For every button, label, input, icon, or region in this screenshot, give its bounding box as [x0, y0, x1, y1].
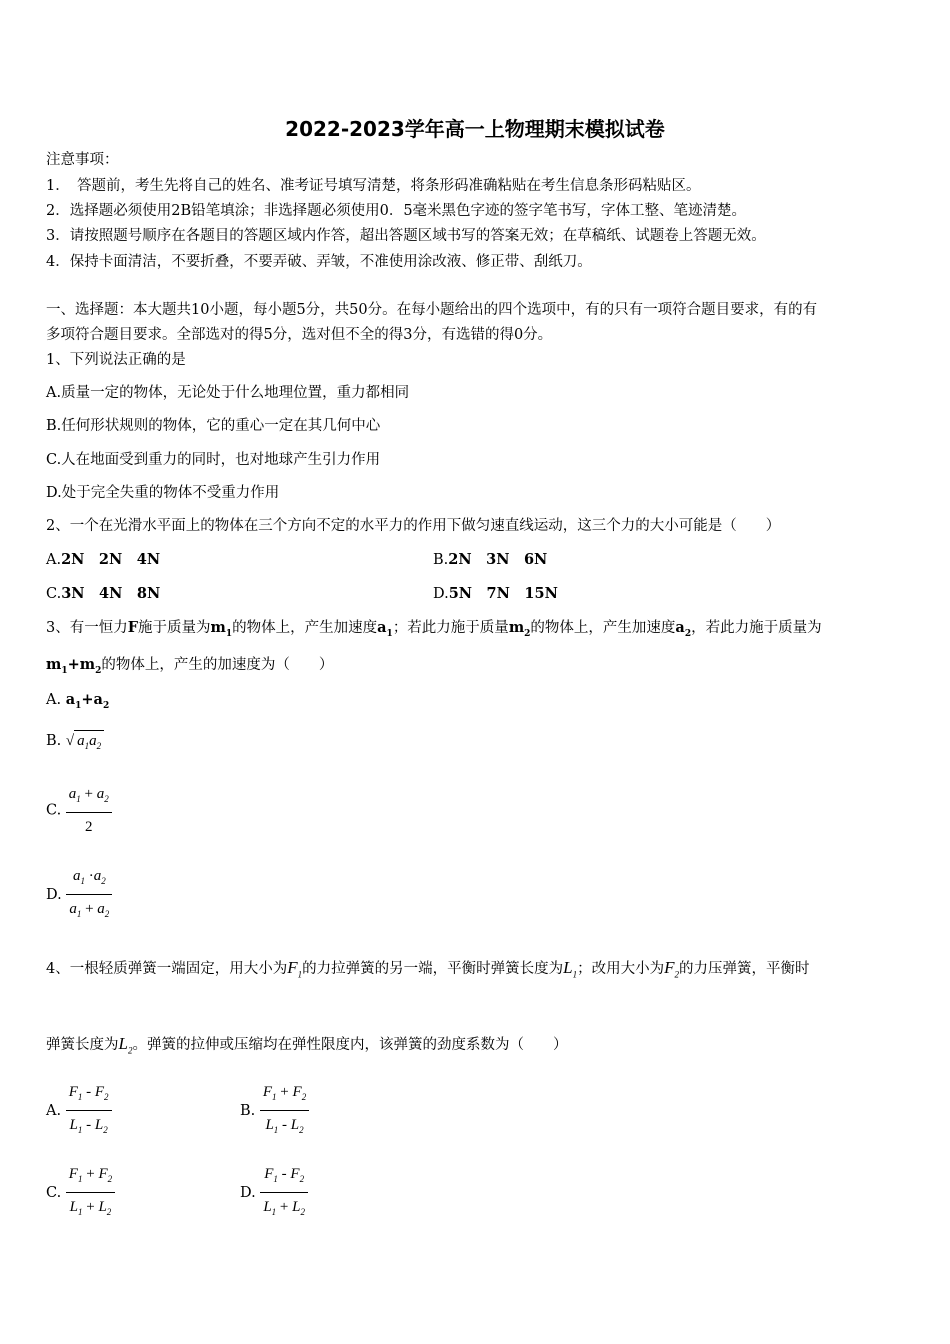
- q1-option-a: A.质量一定的物体，无论处于什么地理位置，重力都相同: [46, 385, 410, 401]
- q2-option-d: D.5N 7N 15N: [433, 585, 558, 602]
- fraction: $\frac{F_1 - F_2}{L_1 - L_2}$: [66, 1080, 112, 1142]
- q2-option-b: B.2N 3N 6N: [433, 551, 548, 568]
- q4-stem-line2: 弹簧长度为$L_2$。弹簧的拉伸或压缩均在弹性限度内，该弹簧的劲度系数为（ ）: [46, 1034, 568, 1056]
- notice-heading: 注意事项：: [46, 152, 119, 168]
- q2-stem: 2、一个在光滑水平面上的物体在三个方向不定的水平力的作用下做匀速直线运动，这三个力的大小可能是（ ）: [46, 518, 781, 534]
- q4-option-d: D. $\frac{F_1 - F_2}{L_1 + L_2}$: [240, 1162, 308, 1224]
- q1-option-b: B.任何形状规则的物体，它的重心一定在其几何中心: [46, 418, 381, 434]
- section-intro-line2: 多项符合题目要求。全部选对的得5分，选对但不全的得3分，有选错的得0分。: [46, 327, 553, 343]
- notice-item-1: 1． 答题前，考生先将自己的姓名、准考证号填写清楚，将条形码准确粘贴在考生信息条形码粘贴区。: [46, 178, 701, 194]
- fraction: $\frac{F_1 + F_2}{L_1 - L_2}$: [260, 1080, 309, 1142]
- q3-stem-line2: $m_1+m_2$的物体上，产生的加速度为（ ）: [46, 656, 334, 676]
- q3-option-a: A. $a_1+a_2$: [46, 691, 110, 711]
- section-intro-line1: 一、选择题：本大题共10小题，每小题5分，共50分。在每小题给出的四个选项中，有的只有一项符合题目要求，有的有: [46, 302, 818, 318]
- q4-option-c: C. $\frac{F_1 + F_2}{L_1 + L_2}$: [46, 1162, 115, 1224]
- fraction: $\frac{F_1 + F_2}{L_1 + L_2}$: [66, 1162, 115, 1224]
- notice-item-2: 2．选择题必须使用2B铅笔填涂；非选择题必须使用0．5毫米黑色字迹的签字笔书写，字体工整、笔迹清楚。: [46, 203, 747, 219]
- page-title: 2022-2023学年高一上物理期末模拟试卷: [285, 117, 665, 141]
- q3-option-c: C. $\frac{a_1 + a_2}{2}$: [46, 782, 112, 839]
- q4-option-b: B. $\frac{F_1 + F_2}{L_1 - L_2}$: [240, 1080, 309, 1142]
- q1-option-c: C.人在地面受到重力的同时，也对地球产生引力作用: [46, 452, 381, 468]
- q3-option-d: D. $\frac{a_1 \cdot a_2}{a_1 + a_2}$: [46, 864, 112, 926]
- q1-stem: 1、下列说法正确的是: [46, 352, 186, 368]
- q2-option-a: A.2N 2N 4N: [46, 551, 161, 568]
- fraction: $\frac{a_1 \cdot a_2}{a_1 + a_2}$: [66, 864, 112, 926]
- sqrt-expression: √ $a_1a_2$: [66, 730, 104, 756]
- q1-option-d: D.处于完全失重的物体不受重力作用: [46, 485, 280, 501]
- q3-option-b: B. √ $a_1a_2$: [46, 730, 104, 756]
- notice-item-4: 4．保持卡面清洁，不要折叠，不要弄破、弄皱，不准使用涂改液、修正带、刮纸刀。: [46, 254, 592, 270]
- q3-stem-line1: 3、有一恒力F施于质量为$m_1$的物体上，产生加速度$a_1$；若此力施于质量$m_2$的物体上，产生加速度$a_2$，若此力施于质量为: [46, 619, 822, 639]
- fraction: $\frac{a_1 + a_2}{2}$: [66, 782, 112, 839]
- fraction: $\frac{F_1 - F_2}{L_1 + L_2}$: [260, 1162, 308, 1224]
- q2-option-c: C.3N 4N 8N: [46, 585, 161, 602]
- q4-stem-line1: 4、一根轻质弹簧一端固定，用大小为$F_1$的力拉弹簧的另一端，平衡时弹簧长度为$L_1$；改用大小为$F_2$的力压弹簧，平衡时: [46, 958, 810, 980]
- notice-item-3: 3．请按照题号顺序在各题目的答题区域内作答，超出答题区域书写的答案无效；在草稿纸、试题卷上答题无效。: [46, 228, 766, 244]
- q4-option-a: A. $\frac{F_1 - F_2}{L_1 - L_2}$: [46, 1080, 112, 1142]
